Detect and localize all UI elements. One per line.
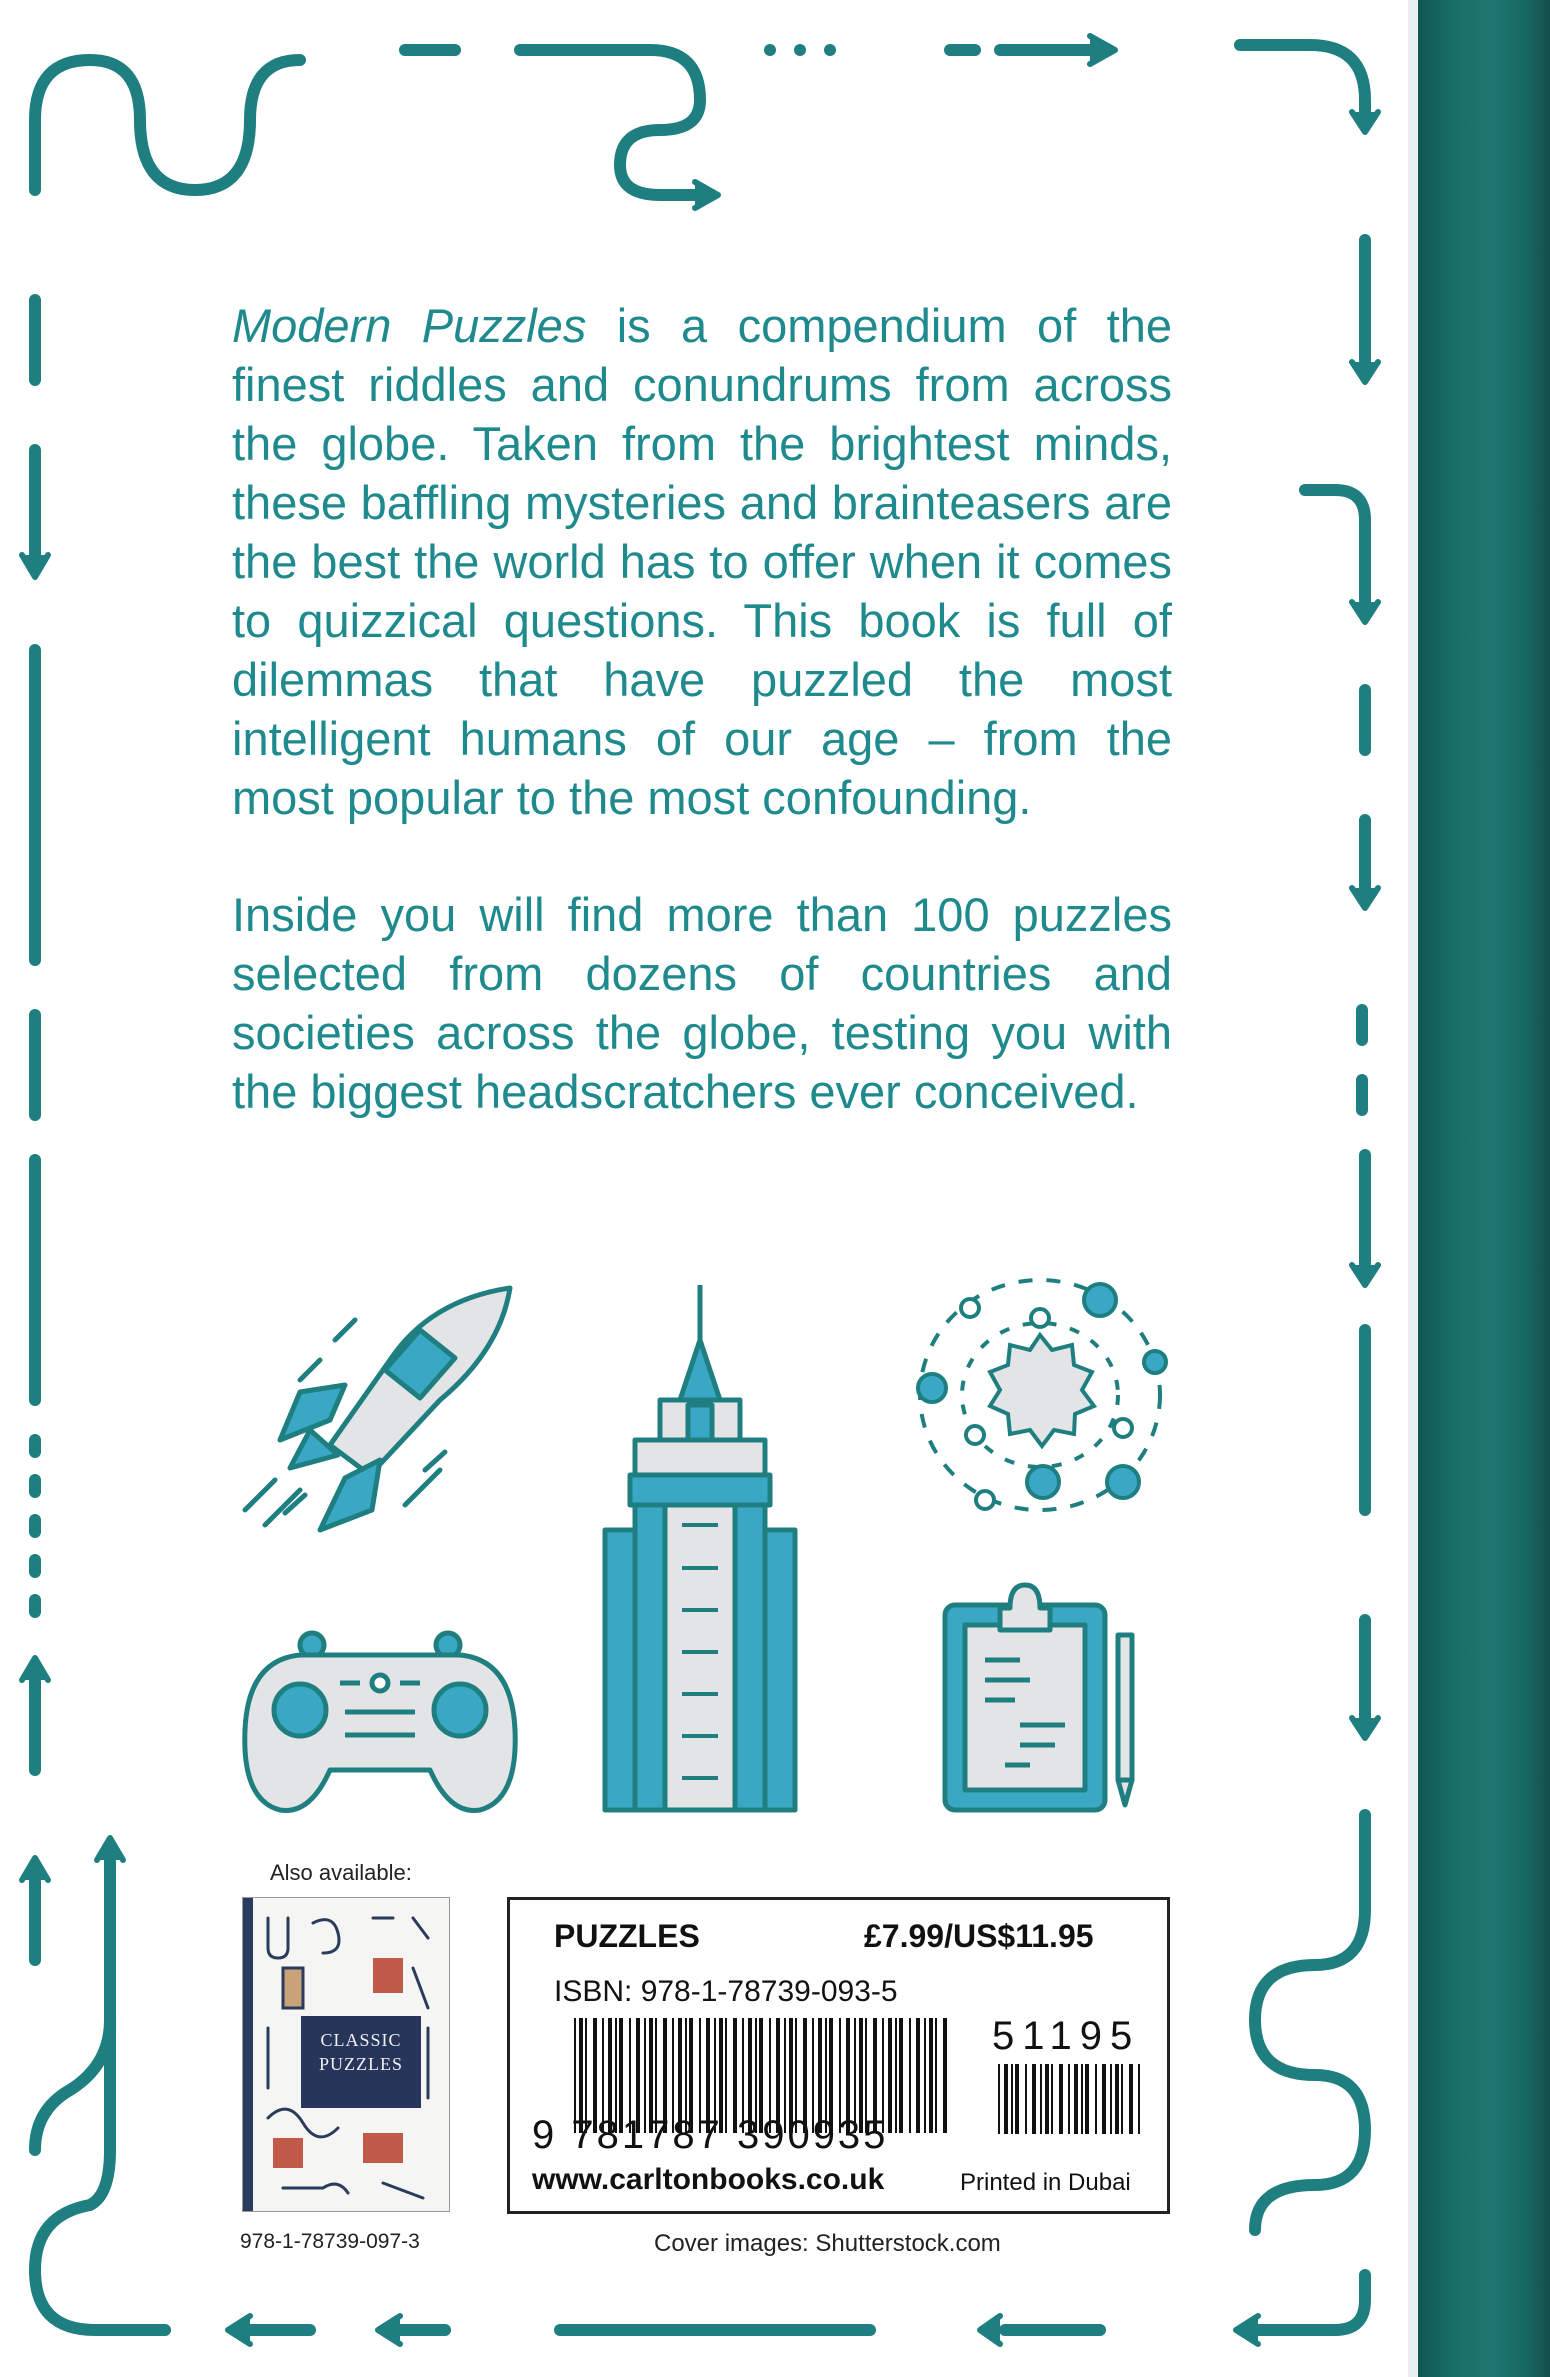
rocket-icon: [245, 1288, 510, 1530]
book-price: £7.99/US$11.95: [864, 1918, 1094, 1954]
also-available-isbn: 978-1-78739-097-3: [240, 2230, 420, 2253]
book-title-italic: Modern Puzzles: [232, 299, 587, 352]
clipboard-icon: [945, 1585, 1132, 1810]
skyscraper-icon: [605, 1285, 795, 1810]
thumbnail-title-line-2: PUZZLES: [318, 2054, 403, 2074]
classic-puzzles-cover-thumbnail: [242, 1897, 450, 2212]
description-paragraph-1-text: is a compendium of the finest riddles and conundrums from across the globe. Taken from the brightest minds, these baffling mysteries and brainteasers are the best the world has to offer when it comes to quizzical questions. This book is full of dilemmas that have puzzled the most intelligent humans of our age – from the most popular to the most confounding.: [232, 299, 1172, 824]
game-controller-icon: [245, 1633, 515, 1811]
barcode-panel: [507, 1897, 1170, 2214]
solar-system-icon: [918, 1280, 1166, 1510]
book-spine: [1418, 0, 1550, 2377]
also-available-label: Also available:: [270, 1860, 412, 1885]
thumbnail-title-line-1: CLASSIC: [320, 2030, 402, 2050]
ean-digits: 9 781787 390935: [532, 2113, 889, 2157]
printed-location: Printed in Dubai: [960, 2169, 1131, 2196]
addon-barcode: [998, 2064, 1140, 2134]
thumbnail-title: [301, 2016, 421, 2108]
book-category: PUZZLES: [554, 1918, 700, 1954]
publisher-website: www.carltonbooks.co.uk: [532, 2163, 885, 2196]
addon-number: 51195: [992, 2014, 1141, 2058]
book-isbn: ISBN: 978-1-78739-093-5: [554, 1975, 898, 2008]
cover-image-credits: Cover images: Shutterstock.com: [654, 2230, 1001, 2257]
description-paragraph-2: Inside you will find more than 100 puzzles selected from dozens of countries and societies across the globe, testing you with the biggest headscratchers ever conceived.: [232, 888, 1172, 1118]
